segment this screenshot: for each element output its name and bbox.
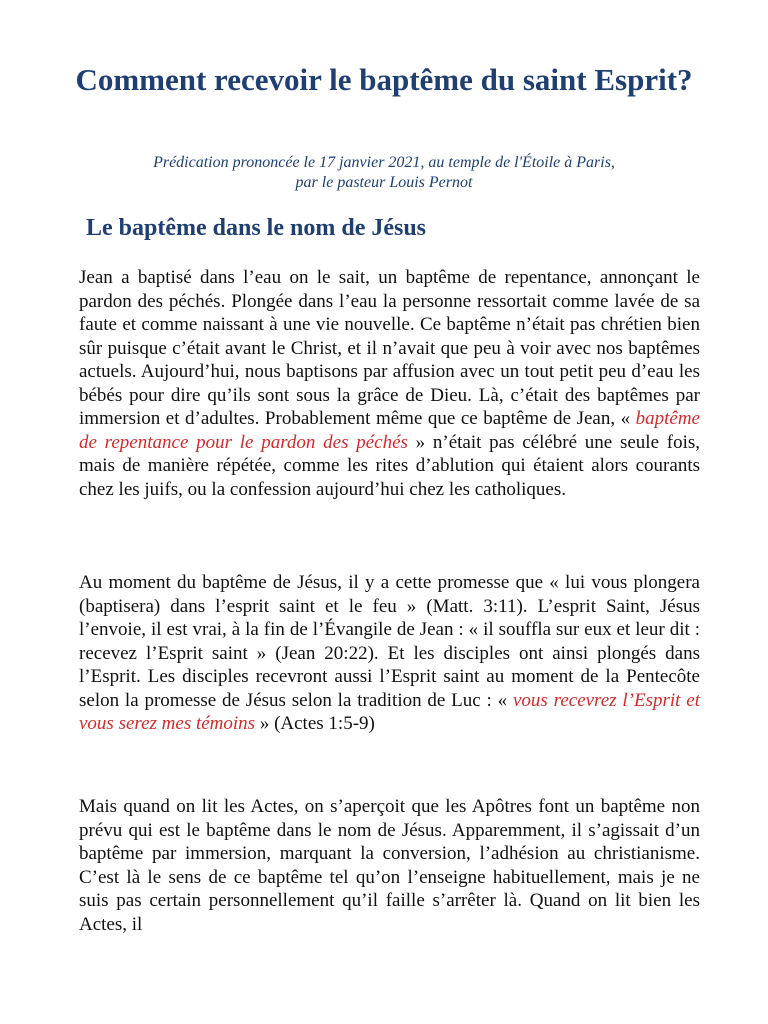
- subtitle-line-1: Prédication prononcée le 17 janvier 2021, au temple de l'Étoile à Paris,: [153, 154, 615, 171]
- paragraph-2-quote: vous recevrez l’Esprit et vous serez mes témoins: [79, 689, 700, 734]
- subtitle-line-2: par le pasteur Louis Pernot: [295, 174, 473, 191]
- paragraph-1-text-before: Jean a baptisé dans l’eau on le sait, un baptême de repentance, annonçant le pardon des péchés. Plongée dans l’eau la personne ressortait comme lavée de sa faute et comme naissant à une vie nouvelle. Ce baptême n’était pas chrétien bien sûr puisque c’était avant le Christ, et il n’avait que peu à voir avec nos baptêmes actuels. Aujourd’hui, nous baptisons par affusion avec un tout petit peu d’eau les bébés pour dire qu’ils sont sous la grâce de Dieu. Là, c’était des baptêmes par immersion et d’adultes. Probablement même que ce baptême de Jean, «: [79, 267, 700, 429]
- section-heading: Le baptême dans le nom de Jésus: [86, 215, 427, 241]
- paragraph-1-quote: baptême de repentance pour le pardon des péchés: [79, 408, 700, 453]
- body-paragraph-3: [79, 795, 700, 936]
- page-title: Comment recevoir le baptême du saint Esprit?: [75, 62, 693, 97]
- body-paragraph-2: [79, 571, 700, 736]
- paragraph-3-text-before: Mais quand on lit les Actes, on s’aperçoit que les Apôtres font un baptême non prévu qui est le baptême dans le nom de Jésus. Apparemment, il s’agissait d’un baptême par immersion, marquant la conversion, l’adhésion au christianisme. C’est là le sens de ce baptême tel qu’on l’enseigne habituellement, mais je ne suis pas certain personnellement qu’il faille s’arrêter là. Quand on lit bien les Actes, il: [79, 796, 700, 935]
- body-paragraph-1: [79, 266, 700, 501]
- paragraph-2-text-after: » (Actes 1:5-9): [255, 713, 375, 734]
- paragraph-2-text-before: Au moment du baptême de Jésus, il y a cette promesse que « lui vous plongera (baptisera) dans l’esprit saint et le feu » (Matt. 3:11). L’esprit Saint, Jésus l’envoie, il est vrai, à la fin de l’Évangile de Jean : « il souffla sur eux et leur dit : recevez l’Esprit saint » (Jean 20:22). Et les disciples ont ainsi plongés dans l’Esprit. Les disciples recevront aussi l’Esprit saint au moment de la Pentecôte selon la promesse de Jésus selon la tradition de Luc : «: [79, 572, 700, 711]
- sermon-subtitle: [60, 153, 708, 193]
- paragraph-1-text-after: » n’était pas célébré une seule fois, mais de manière répétée, comme les rites d’ablution qui étaient alors courants chez les juifs, ou la confession aujourd’hui chez les catholiques.: [79, 431, 701, 500]
